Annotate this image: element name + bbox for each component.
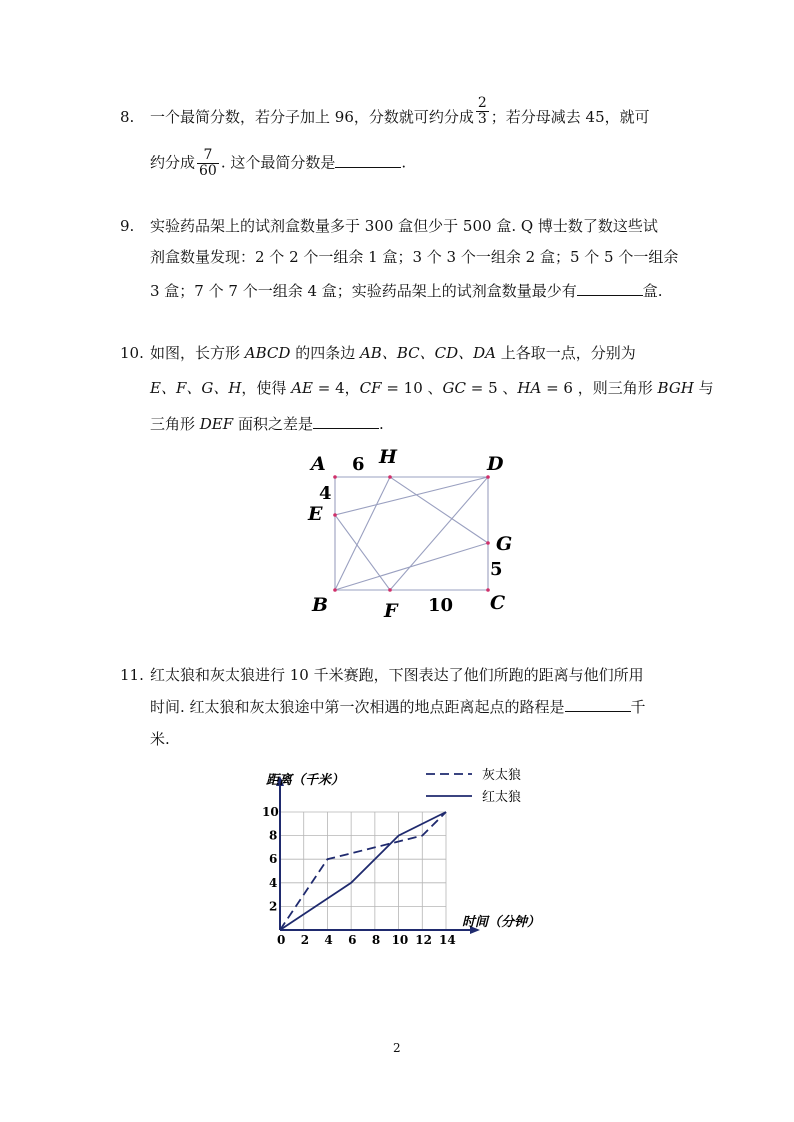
length-ha: 6	[352, 454, 365, 475]
q8-fraction-2	[197, 148, 219, 179]
x-tick-label: 12	[415, 933, 432, 947]
q10-line1	[150, 342, 636, 364]
y-tick-label: 6	[269, 852, 278, 867]
q11-line3: 米.	[150, 730, 170, 748]
race-chart	[250, 760, 570, 955]
q10-ha-val: = 6 ，则三角形	[541, 379, 658, 397]
label-c: C	[490, 592, 506, 614]
q9-answer-blank[interactable]	[577, 281, 643, 296]
point-a	[333, 475, 337, 479]
triangle-def	[335, 477, 488, 590]
x-axis-label: 时间（分钟）	[462, 915, 541, 930]
q10-points: E、F、G、H	[150, 379, 242, 397]
q8-frac1-num: 2	[477, 94, 487, 111]
q8-number: 8.	[120, 108, 135, 126]
y-axis-label: 距离（千米）	[266, 773, 345, 788]
q10-text-1c: 上各取一点，分别为	[495, 344, 636, 362]
point-g	[486, 541, 490, 545]
q10-text-1b: 的四条边	[290, 344, 360, 362]
label-h: H	[379, 446, 397, 468]
q8-text-2end: .	[401, 153, 407, 172]
q10-gc: GC	[442, 379, 466, 397]
y-tick-label: 4	[269, 875, 278, 890]
q8-frac2-den: 60	[199, 163, 217, 179]
length-ae: 4	[319, 483, 332, 504]
q8-text-1b: ；若分母减去 45，就可	[490, 108, 650, 126]
x-tick-label: 0	[277, 933, 286, 947]
q10-text-1a: 如图，长方形	[150, 344, 245, 362]
legend-label: 灰太狼	[482, 768, 522, 783]
point-e	[333, 513, 337, 517]
label-f: F	[384, 600, 398, 622]
q10-text-2a: ，使得	[241, 379, 292, 397]
q10-text-3end: .	[378, 415, 384, 433]
y-tick-label: 2	[269, 899, 278, 914]
point-f	[388, 588, 392, 592]
label-b: B	[312, 594, 329, 616]
length-gc: 5	[490, 559, 503, 580]
q9-line2: 剂盒数量发现：2 个 2 个一组余 1 盒；3 个 3 个一组余 2 盒；5 个 5 个一组余	[150, 248, 679, 266]
y-tick-label: 10	[262, 805, 279, 819]
q8-text-2a: 约分成	[150, 153, 196, 172]
q9-text-3b: 盒.	[642, 282, 663, 300]
q10-cf: CF	[359, 379, 382, 397]
q8-line1	[150, 94, 650, 128]
label-a: A	[311, 453, 326, 475]
q8-frac2-num: 7	[197, 148, 219, 164]
q11-number: 11.	[120, 666, 144, 684]
q10-gc-val: = 5 、	[465, 379, 518, 397]
q8-frac1-den: 3	[477, 110, 487, 127]
q10-text-3a: 三角形	[150, 415, 200, 433]
chart-series	[280, 812, 446, 930]
x-tick-label: 4	[324, 933, 333, 947]
q8-text-1a: 一个最简分数，若分子加上 96，分数就可约分成	[150, 108, 474, 126]
q10-line3	[150, 413, 384, 435]
length-cf: 10	[428, 595, 454, 616]
q10-line2	[150, 377, 714, 399]
q9-line1: 实验药品架上的试剂盒数量多于 300 盒但少于 500 盒. Q 博士数了数这些试	[150, 217, 658, 235]
triangle-bgh	[335, 477, 488, 590]
q9-line3	[150, 280, 663, 302]
q8-line2	[150, 148, 406, 179]
label-e: E	[308, 503, 323, 525]
q10-bgh: BGH	[657, 379, 694, 397]
q8-answer-blank[interactable]	[335, 153, 401, 168]
point-h	[388, 475, 392, 479]
series-line-hong-tai-lang	[280, 812, 446, 930]
q10-ae-val: = 4，	[313, 379, 360, 397]
q11-text-2a: 时间. 红太狼和灰太狼途中第一次相遇的地点距离起点的路程是	[150, 698, 565, 716]
x-tick-label: 6	[348, 933, 357, 947]
label-d: D	[487, 453, 504, 475]
q10-text-2end: 与	[693, 379, 714, 397]
label-g: G	[496, 533, 513, 555]
q8-fraction-1	[476, 96, 489, 127]
rectangle-abcd	[335, 477, 488, 590]
page-number: 2	[393, 1041, 401, 1055]
q10-number: 10.	[120, 344, 144, 362]
y-tick-label: 8	[269, 828, 278, 843]
point-d	[486, 475, 490, 479]
q10-sides: AB、BC、CD、DA	[359, 344, 496, 362]
q11-line1: 红太狼和灰太狼进行 10 千米赛跑，下图表达了他们所跑的距离与他们所用	[150, 666, 644, 684]
q10-rect-name: ABCD	[244, 344, 291, 362]
q10-answer-blank[interactable]	[313, 414, 379, 429]
q10-cf-val: = 10 、	[381, 379, 443, 397]
point-b	[333, 588, 337, 592]
q10-ae: AE	[291, 379, 313, 397]
x-tick-label: 14	[439, 933, 456, 947]
q10-def: DEF	[199, 415, 234, 433]
q9-number: 9.	[120, 217, 135, 235]
chart-legend	[426, 767, 521, 805]
rectangle-figure	[300, 445, 530, 625]
q11-text-2b: 千	[630, 698, 646, 716]
q11-line2	[150, 696, 646, 718]
q10-text-3b: 面积之差是	[233, 415, 313, 433]
q11-answer-blank[interactable]	[565, 697, 631, 712]
x-tick-label: 10	[391, 933, 409, 947]
x-tick-label: 2	[300, 933, 310, 947]
legend-label: 红太狼	[482, 790, 522, 805]
q9-text-3a: 3 盒；7 个 7 个一组余 4 盒；实验药品架上的试剂盒数量最少有	[150, 282, 577, 300]
q8-text-2b: . 这个最简分数是	[220, 153, 336, 172]
x-tick-label: 8	[371, 933, 381, 947]
q10-ha: HA	[517, 379, 542, 397]
